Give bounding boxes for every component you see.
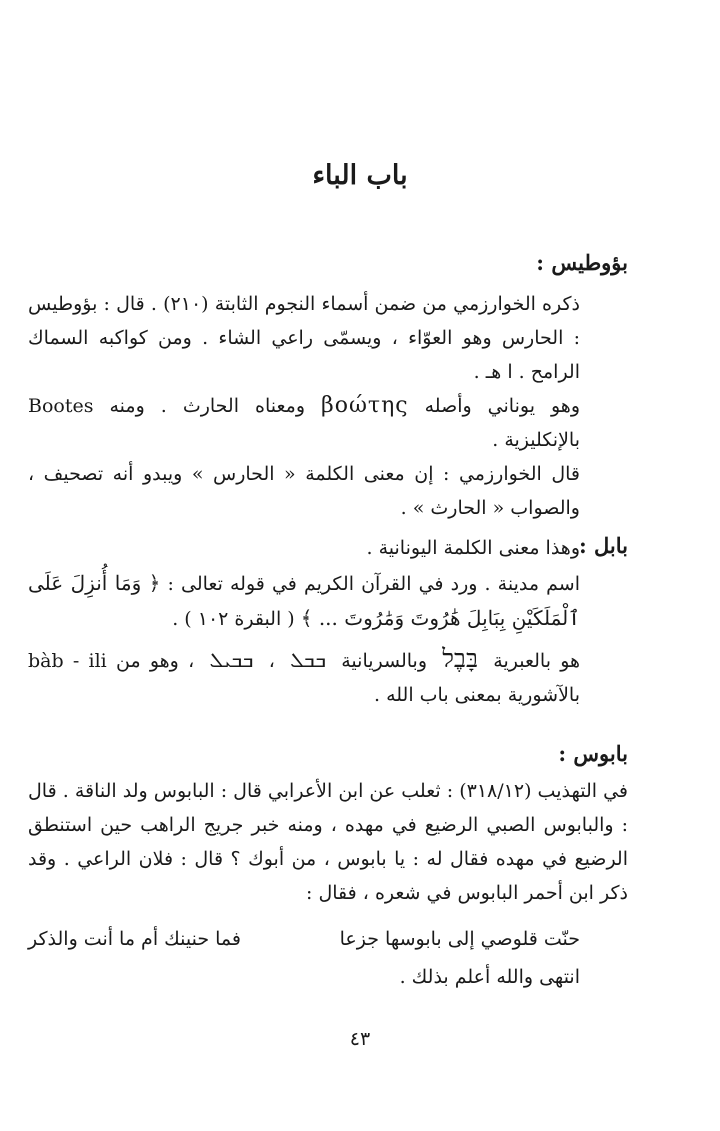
text-span: ومعناه الحارث . ومنه xyxy=(109,395,305,417)
text-span: وهو يوناني وأصله xyxy=(424,395,580,417)
text-span: بالإنكليزية . xyxy=(492,429,580,451)
text-span: وبالسريانية xyxy=(341,650,427,672)
hebrew-word: בָּבֶל xyxy=(442,644,479,673)
verse-hemistich-left: فما حنينك أم ما أنت والذكر xyxy=(28,928,241,950)
verse-hemistich-right: حنّت قلوصي إلى بابوسها جزعا xyxy=(339,928,580,950)
text-span: اسم مدينة . ورد في القرآن الكريم في قوله تعالى : xyxy=(167,573,580,595)
entry-body-babus xyxy=(28,774,628,910)
page-number: ٤٣ xyxy=(349,1028,371,1050)
paragraph: ذكره الخوارزمي من ضمن أسماء النجوم الثابتة (٢١٠) . قال : بؤوطيس : الحارس وهو العوّاء ، ويسمّى راعي الشاء . ومن كواكبه السماك الرامح . ا هـ . xyxy=(28,293,580,383)
poem-verse xyxy=(28,920,628,958)
entry-body-babel xyxy=(28,566,628,712)
greek-word: βοώτης xyxy=(321,393,409,418)
latin-word: bàb - ili xyxy=(28,650,107,672)
verse-reference: ( البقرة ١٠٢ ) . xyxy=(172,608,295,630)
paragraph: في التهذيب (٣١٨/١٢) : ثعلب عن ابن الأعرابي قال : البابوس ولد الناقة . قال : والبابوس الصبي الرضيع في مهده ، ومنه خبر جريج الراهب حين استنطق الرضيع في مهده فقال له : يا بابوس ، من أبوك ؟ قال : فلان الراعي . وقد ذكر ابن أحمر البابوس في شعره ، فقال : xyxy=(28,780,628,904)
syriac-word: ܒܒܠ xyxy=(290,648,326,672)
poem-block xyxy=(28,920,628,996)
text-span: ، xyxy=(268,650,275,672)
closing-line: انتهى والله أعلم بذلك . xyxy=(399,966,580,988)
text-span: ، وهو من xyxy=(115,650,195,672)
syriac-word: ܒܒܝܠ xyxy=(209,648,254,672)
quran-verse: ﴿ وَمَا أُنزِلَ عَلَى ٱلْمَلَكَيْنِ بِبَابِلَ هَٰرُوتَ وَمَٰرُوتَ ... ﴾ xyxy=(28,571,580,630)
latin-word: Bootes xyxy=(28,395,94,417)
paragraph xyxy=(28,642,628,712)
entry-heading-babus: بابوس : xyxy=(558,741,628,766)
entry-heading-babel: بابل : xyxy=(578,533,628,558)
chapter-title: باب الباء xyxy=(312,160,408,191)
entry-heading-bootes: بؤوطيس : xyxy=(536,250,628,275)
paragraph xyxy=(28,389,628,457)
paragraph: وهذا معنى الكلمة اليونانية . xyxy=(366,537,580,559)
paragraph: قال الخوارزمي : إن معنى الكلمة « الحارس » ويبدو أنه تصحيف ، والصواب « الحارث » . xyxy=(28,463,580,519)
text-span: هو بالعبرية xyxy=(493,650,581,672)
entry-body-bootes xyxy=(28,287,628,565)
text-span: بالآشورية بمعنى باب الله . xyxy=(373,684,580,706)
paragraph xyxy=(28,566,628,636)
